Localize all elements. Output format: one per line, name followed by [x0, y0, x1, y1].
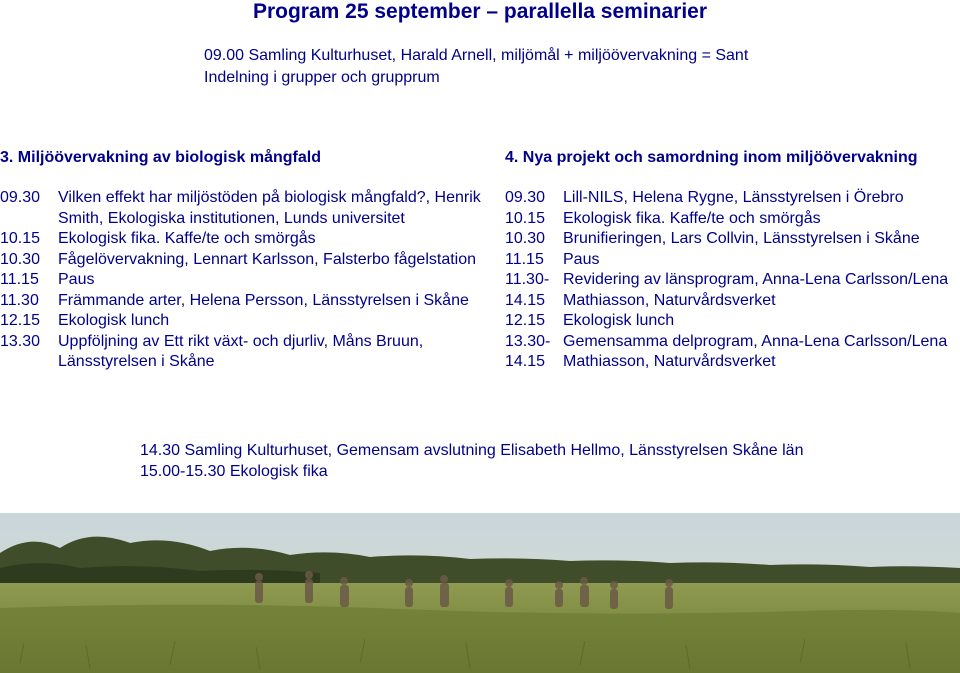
- schedule-item: [0, 188, 500, 229]
- schedule-text: Revidering av länsprogram, Anna-Lena Carlsson/Lena: [563, 271, 949, 288]
- schedule-time: 11.30: [0, 291, 39, 309]
- schedule-item: [505, 270, 960, 291]
- intro-block: [204, 45, 748, 89]
- schedule-text: Gemensamma delprogram, Anna-Lena Carlsson/Lena: [563, 332, 948, 350]
- schedule-item: [0, 332, 500, 373]
- intro-line-2: Indelning i grupper och grupprum: [204, 69, 440, 86]
- schedule-time: 10.15: [505, 209, 546, 227]
- intro-line-1: 09.00 Samling Kulturhuset, Harald Arnell, miljömål + miljöövervakning = Sant: [204, 47, 749, 64]
- schedule-time: 13.30: [0, 332, 41, 350]
- schedule-item: [505, 229, 960, 250]
- schedule-time: 11.30-: [505, 271, 550, 288]
- right-column-heading: 4. Nya projekt och samordning inom miljöövervakning: [505, 149, 918, 166]
- schedule-text: Fågelövervakning, Lennart Karlsson, Falsterbo fågelstation: [58, 250, 477, 268]
- schedule-text: Paus: [563, 250, 600, 268]
- schedule-time: 09.30: [505, 189, 546, 206]
- schedule-time: 12.15: [505, 312, 546, 329]
- left-schedule: [0, 188, 500, 373]
- schedule-text: Brunifieringen, Lars Collvin, Länsstyrelsen i Skåne: [563, 230, 920, 247]
- schedule-time: 11.15: [505, 250, 544, 268]
- schedule-text: Ekologisk fika. Kaffe/te och smörgås: [563, 209, 821, 227]
- schedule-item: [505, 311, 960, 332]
- schedule-text: Paus: [58, 271, 95, 288]
- schedule-text: Främmande arter, Helena Persson, Länsstyrelsen i Skåne: [58, 291, 469, 309]
- schedule-time: 10.15: [0, 230, 41, 247]
- schedule-item: [505, 209, 960, 230]
- schedule-item: [505, 188, 960, 209]
- schedule-item: [0, 270, 500, 291]
- schedule-text: Lill-NILS, Helena Rygne, Länsstyrelsen i Örebro: [563, 189, 904, 206]
- meadow-photo-illustration: [0, 513, 960, 673]
- schedule-item: [505, 250, 960, 271]
- closing-line-1: 14.30 Samling Kulturhuset, Gemensam avslutning Elisabeth Hellmo, Länsstyrelsen Skåne län: [140, 442, 804, 459]
- left-column-heading: 3. Miljöövervakning av biologisk mångfald: [0, 149, 321, 166]
- field-photo: [0, 513, 960, 673]
- schedule-text: Ekologisk lunch: [563, 312, 675, 329]
- schedule-time: 11.15: [0, 271, 39, 288]
- schedule-time: 10.30: [0, 250, 41, 268]
- schedule-text: Mathiasson, Naturvårdsverket: [563, 291, 776, 309]
- schedule-text: Mathiasson, Naturvårdsverket: [563, 353, 776, 370]
- schedule-time: 12.15: [0, 312, 41, 329]
- page-title: Program 25 september – parallella seminarier: [252, 0, 708, 23]
- schedule-time: 13.30-: [505, 332, 551, 350]
- schedule-item: [505, 291, 960, 312]
- closing-line-2: 15.00-15.30 Ekologisk fika: [140, 463, 328, 480]
- schedule-text: Ekologisk lunch: [58, 312, 170, 329]
- schedule-text: Uppföljning av Ett rikt växt- och djurliv, Måns Bruun, Länsstyrelsen i Skåne: [58, 332, 424, 370]
- schedule-item: [505, 332, 960, 353]
- schedule-time: 14.15: [505, 291, 546, 309]
- right-schedule: [505, 188, 960, 373]
- closing-block: [140, 440, 803, 482]
- schedule-item: [0, 291, 500, 312]
- schedule-time: 14.15: [505, 353, 546, 370]
- schedule-item: [0, 311, 500, 332]
- schedule-time: 09.30: [0, 189, 41, 206]
- schedule-text: Vilken effekt har miljöstöden på biologisk mångfald?, Henrik Smith, Ekologiska institutionen, Lunds universitet: [58, 189, 481, 227]
- schedule-item: [0, 250, 500, 271]
- schedule-text: Ekologisk fika. Kaffe/te och smörgås: [58, 230, 316, 247]
- schedule-item: [0, 229, 500, 250]
- schedule-item: [505, 352, 960, 373]
- schedule-time: 10.30: [505, 230, 546, 247]
